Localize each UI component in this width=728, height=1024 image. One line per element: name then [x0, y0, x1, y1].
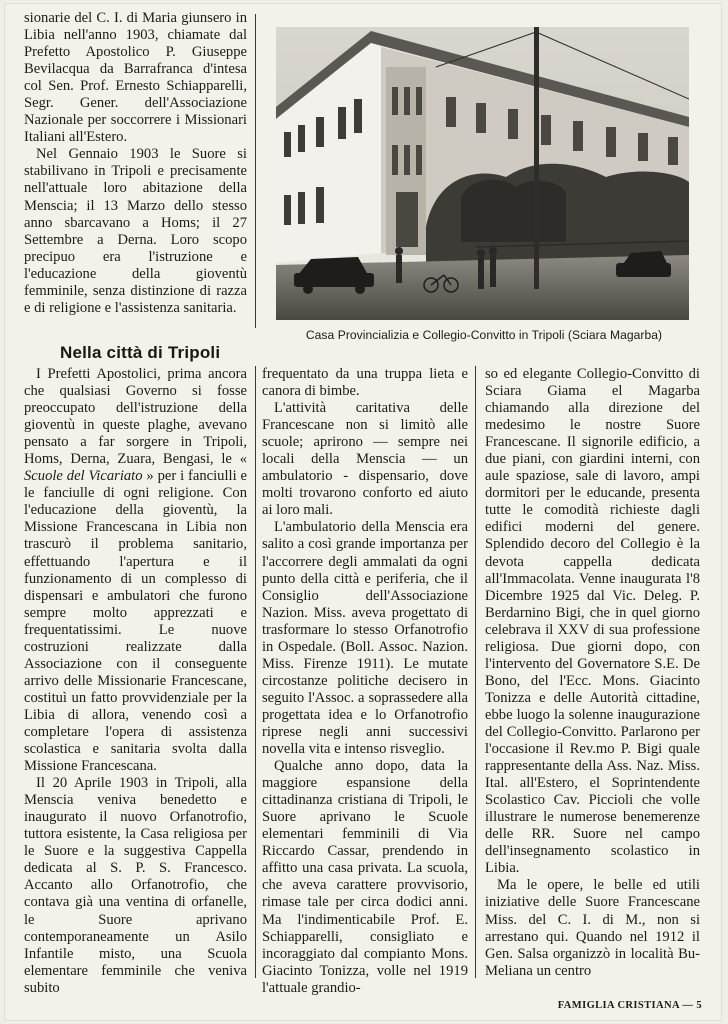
body-paragraph: Il 20 Aprile 1903 in Tripoli, alla Menscia veniva benedetto e inaugurato il nuovo Orfanotrofio, tuttora esistente, la Casa religiosa per le Suore e la suggestiva Cappella dedicata al S. P. S. Francesco. Accanto allo Orfanotrofio, che contava già una ventina di orfanelle, le Suore aprivano contemporaneamente un Asilo Infantile misto, una Scuola elementare femminile che veniva subito [24, 775, 247, 996]
body-paragraph: Ma le opere, le belle ed utili iniziative delle Suore Francescane Miss. del C. I. di M., non si arrestano qui. Quando nel 1912 il Gen. Salsa organizzò in località Bu-Meliana un centro [485, 877, 700, 979]
column-2 [262, 366, 468, 997]
italic-title: Scuole del Vicariato [24, 468, 143, 485]
body-text: I Prefetti Apostolici, prima ancora che qualsiasi Governo si fosse preoccupato dell'istruzione della gioventù in queste plaghe, avevano pensato a far sorgere in Tripoli, Homs, Derna, Zuara, Bengasi, le « [24, 366, 247, 468]
body-paragraph: L'attività caritativa delle Francescane non si limitò alle scuole; aprirono — sempre nei locali della Menscia — un ambulatorio - dispensario, dove molti trovarono conforto ed aiuto ai loro mali. [262, 400, 468, 519]
body-paragraph: L'ambulatorio della Menscia era salito a così grande importanza per l'accorrere degli ammalati da ogni punto della città e periferia, che il Consiglio dell'Associazione Nazion. Miss. aveva progettato di trasformare lo stesso Orfanotrofio in Ospedale. (Boll. Assoc. Nazion. Miss. Firenze 1911). Le mutate circostanze politiche decisero in seguito l'Assoc. a soprassedere alla progettata idea e lo Orfanotrofio riprese negli anni successivi novella vita e intenso risveglio. [262, 519, 468, 758]
column-1 [24, 366, 247, 997]
body-paragraph: frequentato da una truppa lieta e canora di bimbe. [262, 366, 468, 400]
body-text: » per i fanciulli e le fanciulle di ogni religione. Con l'educazione della gioventù, la Missione Francescana in Libia non trascurò il problema sanitario, effettuando l'apertura e il funzionamento di un complesso di dispensari e ambulatori che furono sempre molto apprezzati e frequentatissimi. Le nuove costruzioni realizzate dalla Associazione con il conseguente arrivo delle Missionarie Francescane, costituì un fatto provvidenziale per la Libia di allora, venendo così a completare l'opera di assistenza scolastica e sanitaria svolta dalla Missione Francescana. [24, 468, 247, 775]
page-footer: FAMIGLIA CRISTIANA — 5 [557, 1000, 702, 1011]
body-paragraph: Qualche anno dopo, data la maggiore espansione della cittadinanza cristiana di Tripoli, le Suore aprivano le Scuole elementari femminili di Via Riccardo Cassar, prendendo in affitto una casa privata. La scuola, che aveva carattere provvisorio, rimase tale per circa dodici anni. Ma l'indimenticabile Prof. E. Schiapparelli, consigliato e incoraggiato dal compianto Mons. Giacinto Tonizza, volle nel 1919 l'attuale grandio- [262, 758, 468, 996]
column-divider [255, 366, 256, 978]
photo-caption: Casa Provincializia e Collegio-Convitto in Tripoli (Sciara Magarba) [305, 328, 663, 342]
section-heading: Nella città di Tripoli [60, 343, 221, 362]
column-divider [255, 14, 256, 328]
intro-paragraph: Nel Gennaio 1903 le Suore si stabilivano in Tripoli e precisamente nell'attuale loro abitazione della Menscia; il 13 Marzo dello stesso anno sbarcavano a Homs; il 27 Settembre a Derna. Loro scopo precipuo era l'istruzione e l'educazione della gioventù femminile, senza distinzione di razza e di religione e l'assistenza sanitaria. [24, 146, 247, 316]
body-paragraph: so ed elegante Collegio-Convitto di Sciara Giama el Magarba chiamando alla direzione del medesimo le nostre Suore Francescane. Il signorile edificio, a due piani, con giardini interni, con aule spaziose, sale di lavoro, ampi dormitori per le educande, presenta tutte le comodità richieste dagli edifici moderni del genere. Splendido decoro del Collegio è la devota cappella dedicata all'Immacolata. Venne inaugurata l'8 Dicembre 1925 dal Vic. Deleg. P. Berdarnino Bigi, che in quel giorno celebrava il XXV di sua professione religiosa. Due giorni dopo, con l'intervento del Governatore S.E. De Bono, del l'Ecc. Mons. Giacinto Tonizza e delle Autorità cittadine, ebbe luogo la solenne inaugurazione del Collegio-Convitto. Parlarono per l'occasione il Rev.mo P. Bigi quale rappresentante della Ass. Naz. Miss. Ital. all'Estero, el Soprintendente Scolastico Cav. Piccioli che volle illustrare le numerose benemerenze delle RR. Suore nel campo dell'insegnamento scolastico in Libia. [485, 366, 700, 877]
intro-column [24, 10, 247, 317]
body-paragraph [24, 366, 247, 775]
intro-paragraph: sionarie del C. I. di Maria giunsero in Libia nell'anno 1903, chiamate dal Prefetto Apostolico P. Giuseppe Bevilacqua da Barrafranca d'intesa col Sen. Prof. Ernesto Schiapparelli, Segr. Gener. dell'Associazione Nazionale per soccorrere i Missionari Italiani all'Estero. [24, 10, 247, 146]
column-3 [485, 366, 700, 980]
column-divider [475, 366, 476, 978]
building-photo [276, 27, 689, 320]
